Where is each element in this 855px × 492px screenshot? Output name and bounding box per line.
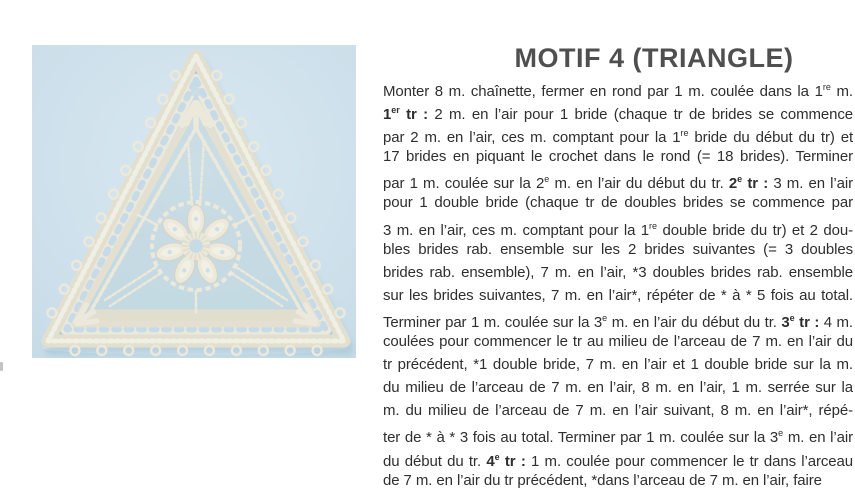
text-line: m. du milieu de l’arceau de 7 m. en l’air suivant, 8 m. en l’air*, répé- — [383, 402, 853, 420]
text-line: tr précédent, *1 double bride, 7 m. en l’air et 1 double bride sur la m. — [383, 356, 853, 374]
text-line: 17 brides en piquant le crochet dans le rond (= 18 brides). Terminer — [383, 148, 853, 166]
text-line: par 2 m. en l’air, ces m. comptant pour la 1re bride du début du tr) et — [383, 128, 853, 146]
motif-photo — [32, 45, 356, 358]
text-line: du milieu de l’arceau de 7 m. en l’air, 8 m. en l’air, 1 m. serrée sur la — [383, 379, 853, 397]
text-line: Terminer par 1 m. coulée sur la 3e m. en l’air du début du tr. 3e tr : 4 m. — [383, 312, 853, 331]
page-title: MOTIF 4 (TRIANGLE) — [514, 43, 794, 73]
crochet-triangle-illustration — [32, 45, 356, 358]
text-line: sur les brides suivantes, 7 m. en l’air*, répéter de * à * 5 fois au total. — [383, 286, 853, 304]
text-line: de 7 m. en l’air du tr précédent, *dans l’arceau de 7 m. en l’air, faire — [383, 471, 822, 489]
text-line: par 1 m. coulée sur la 2e m. en l’air du début du tr. 2e tr : 3 m. en l’air — [383, 174, 853, 192]
instruction-paragraph — [383, 76, 853, 492]
text-line: brides rab. ensemble), 7 m. en l’air, *3 doubles brides rab. ensemble — [383, 263, 853, 281]
text-line: Monter 8 m. chaînette, fermer en rond par 1 m. coulée dans la 1re m. — [383, 82, 853, 100]
text-line: ter de * à * 3 fois au total. Terminer par 1 m. coulée sur la 3e m. en l’air — [383, 428, 853, 446]
text-line: bles brides rab. ensemble sur les 2 brides suivantes (= 3 doubles — [383, 240, 853, 258]
scan-artifact — [0, 362, 3, 371]
text-line: pour 1 double bride (chaque tr de doubles brides se commence par — [383, 194, 853, 212]
text-line: 1er tr : 2 m. en l’air pour 1 bride (chaque tr de brides se commence — [383, 105, 853, 123]
text-line: du début du tr. 4e tr : 1 m. coulée pour commencer le tr dans l’arceau — [383, 451, 853, 469]
text-line: 3 m. en l’air, ces m. comptant pour la 1re double bride du tr) et 2 dou- — [383, 220, 853, 238]
text-line: coulées pour commencer le tr au milieu de l’arceau de 7 m. en l’air du — [383, 333, 853, 351]
pattern-instructions — [383, 45, 853, 492]
